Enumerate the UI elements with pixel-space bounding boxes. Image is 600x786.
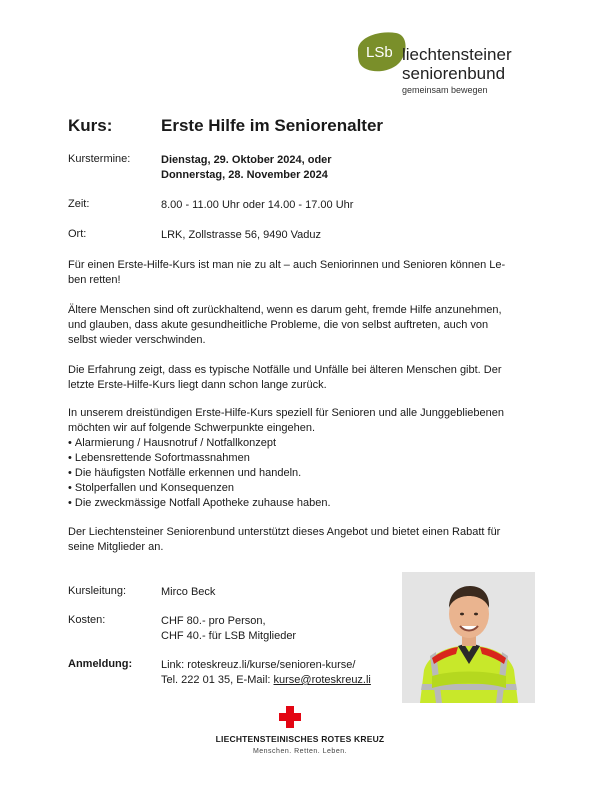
zeit-value: 8.00 - 11.00 Uhr oder 14.00 - 17.00 Uhr: [161, 199, 354, 211]
termine-line2: Donnerstag, 28. November 2024: [161, 169, 328, 181]
p4-line1: In unserem dreistündigen Erste-Hilfe-Kurs speziell für Senioren und alle Junggebliebenen: [68, 407, 504, 419]
termine-value: [161, 153, 332, 183]
phone-text: Tel. 222 01 35, E-Mail:: [161, 674, 274, 686]
kosten-label: Kosten:: [68, 614, 106, 626]
termine-label: Kurstermine:: [68, 153, 131, 165]
p5-line1: Der Liechtensteiner Seniorenbund unterstützt dieses Angebot und bietet einen Rabatt für: [68, 526, 501, 538]
ort-label: Ort:: [68, 228, 87, 240]
list-item: • Die zweckmässige Notfall Apotheke zuhause haben.: [68, 496, 534, 511]
paragraph-intro: [68, 258, 534, 288]
paragraph-discount: [68, 525, 534, 555]
p4-line2: möchten wir auf folgende Schwerpunkte eingehen.: [68, 422, 316, 434]
instructor-photo: [402, 572, 535, 703]
p5-line2: seine Mitglieder an.: [68, 541, 164, 553]
logo-tagline: gemeinsam bewegen: [402, 85, 488, 95]
anmeldung-label: Anmeldung:: [68, 658, 133, 670]
email-link[interactable]: kurse@roteskreuz.li: [273, 674, 371, 686]
paragraph-course-focus: [68, 406, 534, 511]
anmeldung-value: [161, 658, 371, 688]
p1-line1: Für einen Erste-Hilfe-Kurs ist man nie zu alt – auch Seniorinnen und Senioren können Le-: [68, 259, 506, 271]
red-cross-icon: [279, 706, 301, 733]
lsb-logo-wordmark: [402, 46, 512, 95]
p2-line2: und glauben, dass akute gesundheitliche Probleme, die von selbst auftreten, auch von: [68, 319, 489, 331]
paragraph-elderly: [68, 303, 534, 348]
lsb-logo-mark: [352, 30, 408, 79]
course-label: Kurs:: [68, 116, 113, 135]
focus-list: [68, 436, 534, 511]
kosten-line1: CHF 80.- pro Person,: [161, 615, 266, 627]
termine-line1: Dienstag, 29. Oktober 2024, oder: [161, 154, 332, 166]
list-item: • Die häufigsten Notfälle erkennen und handeln.: [68, 466, 534, 481]
zeit-label: Zeit:: [68, 198, 90, 210]
anmeldung-link-line[interactable]: Link: roteskreuz.li/kurse/senioren-kurse/: [161, 659, 356, 671]
p3-line2: letzte Erste-Hilfe-Kurs liegt dann schon lange zurück.: [68, 379, 327, 391]
p3-line1: Die Erfahrung zeigt, dass es typische Notfälle und Unfälle bei älteren Menschen gibt. Der: [68, 364, 502, 376]
p1-line2: ben retten!: [68, 274, 121, 286]
red-cross-tagline: Menschen. Retten. Leben.: [252, 748, 348, 755]
lsb-logo-mark-text: LSb: [366, 44, 393, 61]
list-item: • Lebensrettende Sofortmassnahmen: [68, 451, 534, 466]
ort-value: LRK, Zollstrasse 56, 9490 Vaduz: [161, 229, 321, 241]
p2-line3: selbst wieder verschwinden.: [68, 334, 206, 346]
anmeldung-contact-line: [161, 673, 371, 688]
red-cross-name: LIECHTENSTEINISCHES ROTES KREUZ: [215, 734, 385, 744]
leitung-value: Mirco Beck: [161, 586, 216, 598]
logo-line1: liechtensteiner: [402, 45, 512, 64]
p2-line1: Ältere Menschen sind oft zurückhaltend, wenn es darum geht, fremde Hilfe anzunehmen,: [68, 304, 502, 316]
course-title: Erste Hilfe im Seniorenalter: [161, 116, 384, 135]
paragraph-experience: [68, 363, 534, 393]
kosten-value: [161, 614, 296, 644]
list-item: • Stolperfallen und Konsequenzen: [68, 481, 534, 496]
leitung-label: Kursleitung:: [68, 585, 127, 597]
kosten-line2: CHF 40.- für LSB Mitglieder: [161, 630, 297, 642]
logo-line2: seniorenbund: [402, 64, 506, 83]
list-item: • Alarmierung / Hausnotruf / Notfallkonzept: [68, 436, 534, 451]
